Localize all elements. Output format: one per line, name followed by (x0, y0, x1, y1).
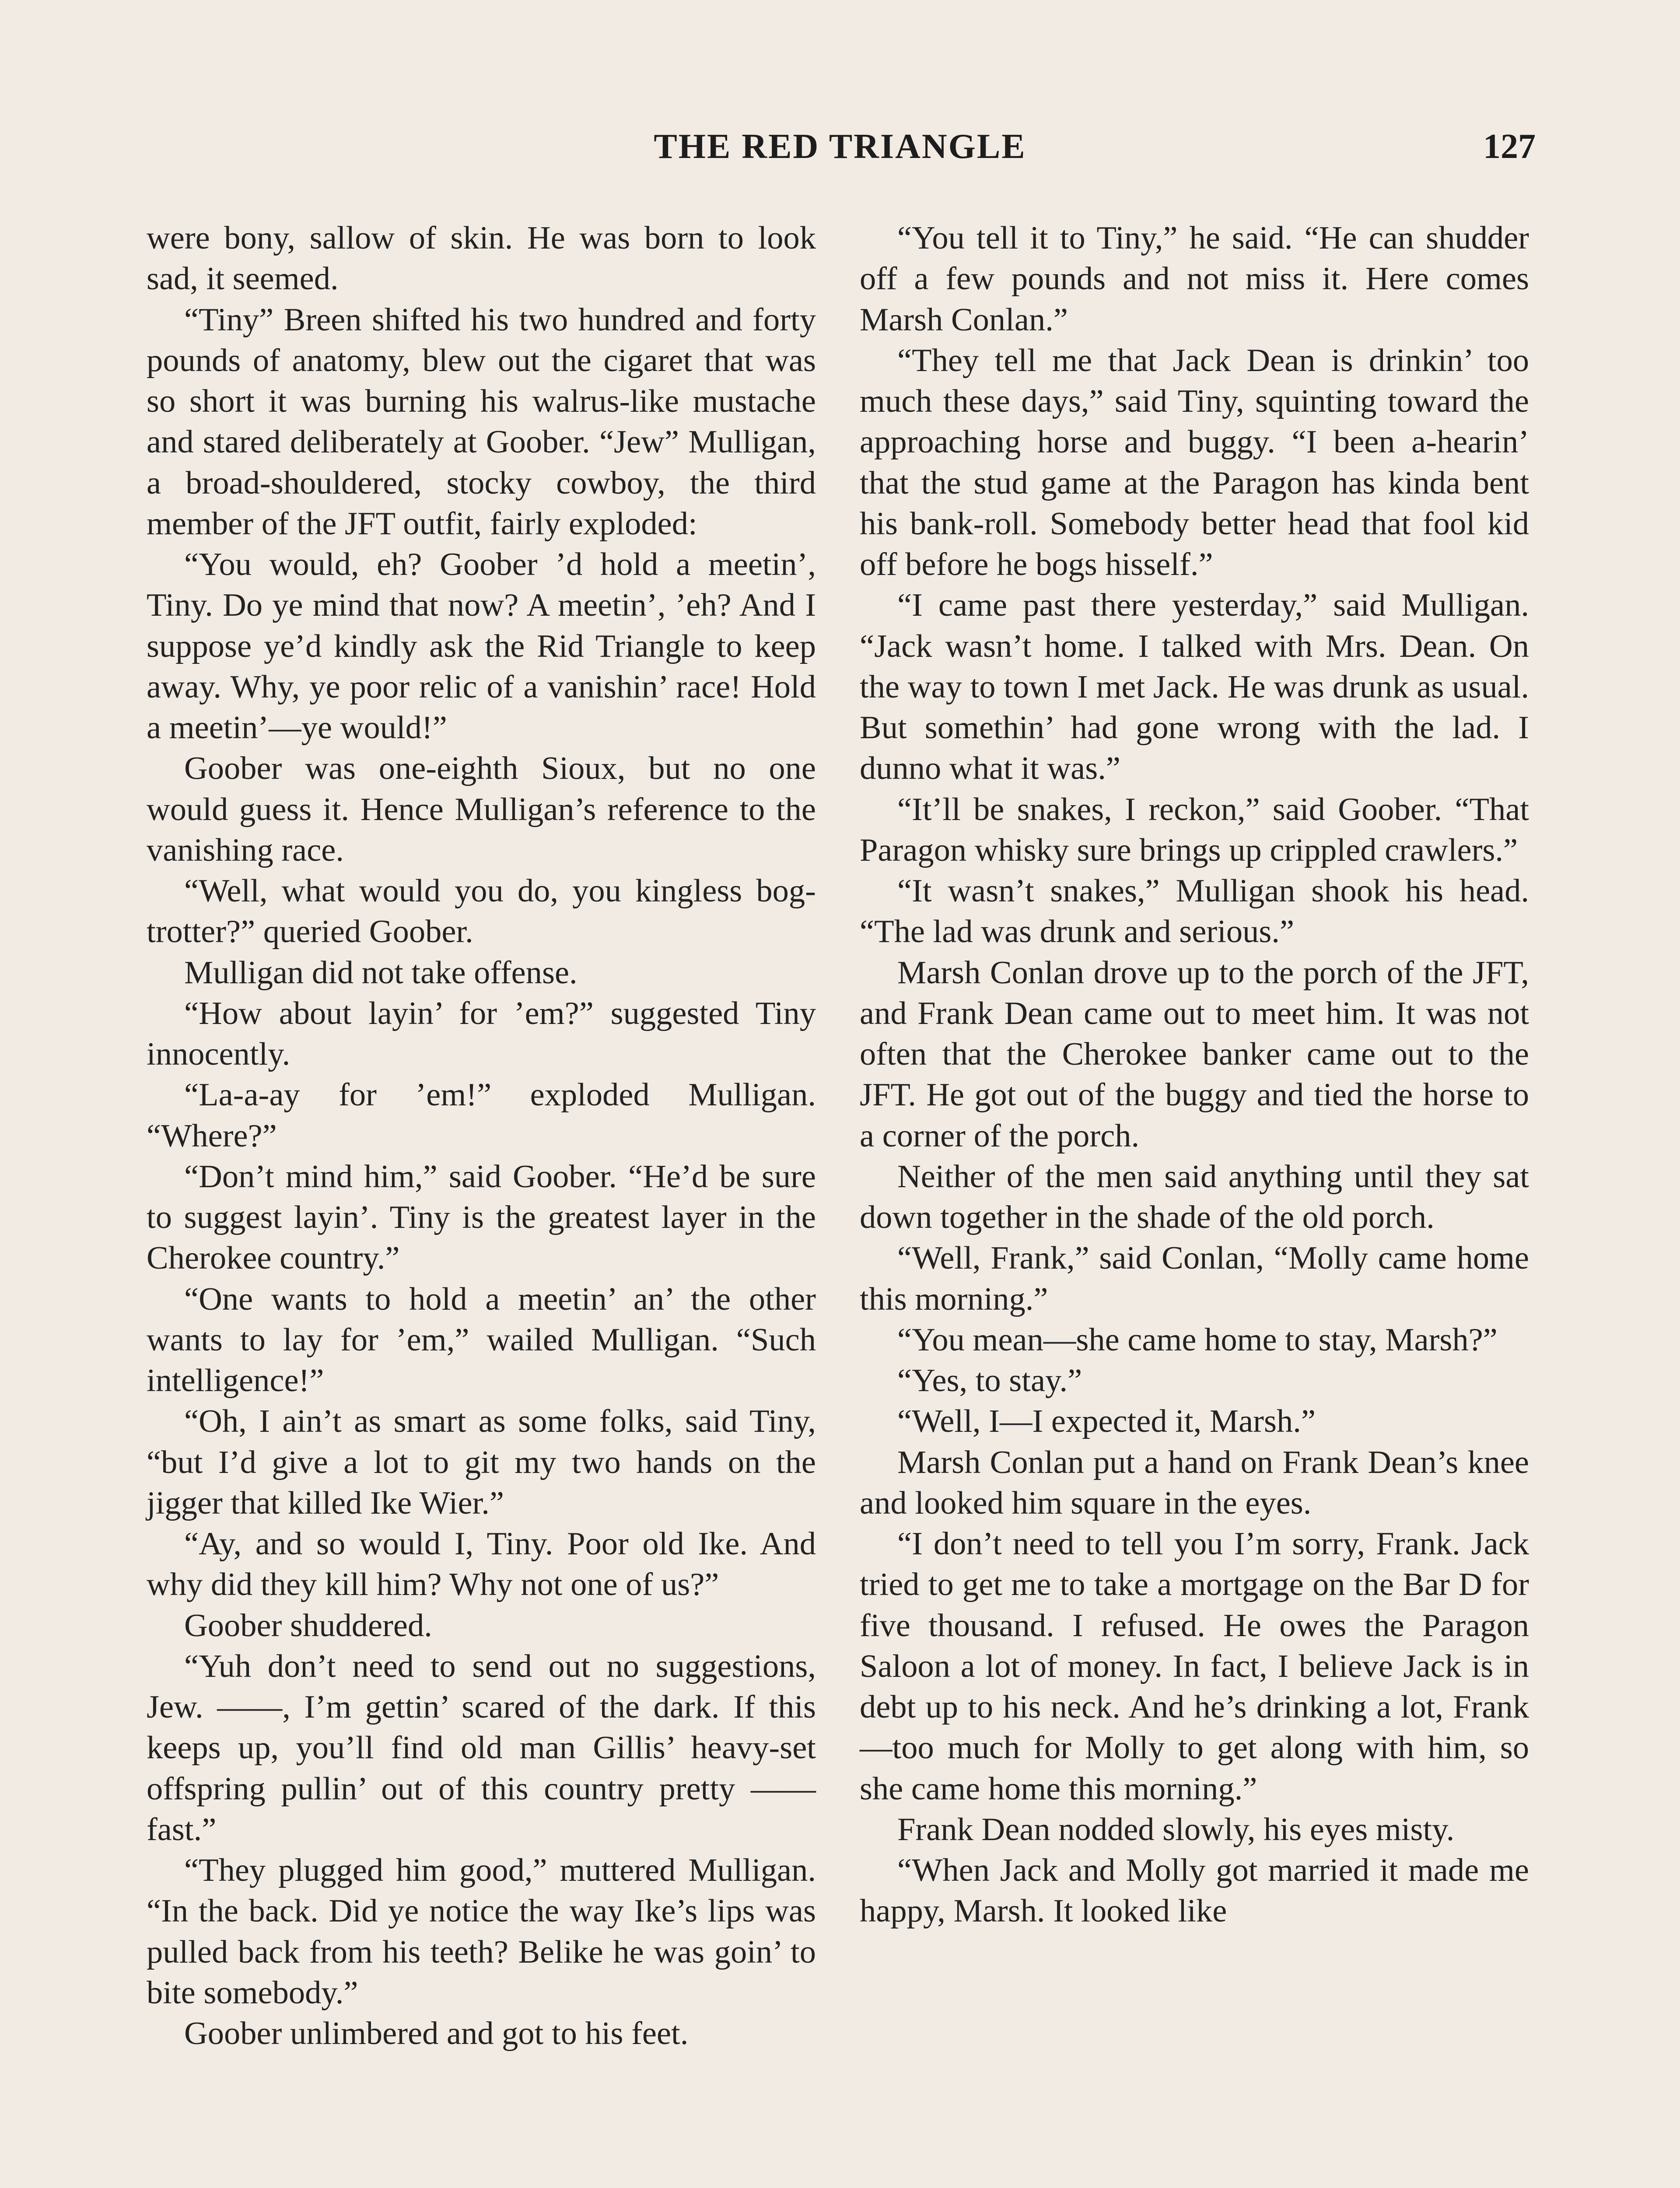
paragraph: “Yes, to stay.” (897, 1363, 1082, 1399)
paragraph: “Well, what would you do, you kingless bog-trotter?” queried Goober. (147, 873, 816, 950)
paragraph: “La-a-ay for ’em!” exploded Mulligan. “Where?” (147, 1077, 816, 1154)
paragraph: “Oh, I ain’t as smart as some folks, said Tiny, “but I’d give a lot to git my two hands on the jigger that killed Ike Wier.” (147, 1403, 816, 1521)
paragraph: “Well, I—I expected it, Marsh.” (897, 1403, 1316, 1440)
paragraph: “Yuh don’t need to send out no suggestions, Jew. ——, I’m gettin’ scared of the dark. If this keeps up, you’ll find old man Gillis’ heavy-set offspring pullin’ out of this country pretty —— fast.” (147, 1648, 816, 1848)
paragraph: “Tiny” Breen shifted his two hundred and forty pounds of anatomy, blew out the cigaret that was so short it was burning his walrus-like mustache and stared deliberately at Goober. “Jew” Mulligan, a broad-shouldered, stocky cowboy, the third member of the JFT outfit, fairly exploded: (147, 302, 816, 542)
page-number: 127 (1483, 127, 1536, 166)
paragraph: “One wants to hold a meetin’ an’ the other wants to lay for ’em,” wailed Mulligan. “Such intelligence!” (147, 1281, 816, 1399)
paragraph: “I came past there yesterday,” said Mulligan. “Jack wasn’t home. I talked with Mrs. Dean. On the way to town I met Jack. He was drunk as usual. But somethin’ had gone wrong with the lad. I dunno what it was.” (860, 587, 1529, 787)
paragraph: “You would, eh? Goober ’d hold a meetin’, Tiny. Do ye mind that now? A meetin’, ’eh? And I suppose ye’d kindly ask the Rid Triangle to keep away. Why, ye poor relic of a vanishin’ race! Hold a meetin’—ye would!” (147, 547, 816, 746)
paragraph: Marsh Conlan drove up to the porch of the JFT, and Frank Dean came out to meet him. It was not often that the Cherokee banker came out to the JFT. He got out of the buggy and tied the horse to a corner of the porch. (860, 954, 1529, 1154)
paragraph: Mulligan did not take offense. (184, 954, 578, 991)
paragraph: “Well, Frank,” said Conlan, “Molly came home this morning.” (860, 1240, 1529, 1317)
paragraph: “Don’t mind him,” said Goober. “He’d be sure to suggest layin’. Tiny is the greatest layer in the Cherokee country.” (147, 1158, 816, 1276)
right-text-column (860, 218, 1529, 1932)
paragraph: “I don’t need to tell you I’m sorry, Frank. Jack tried to get me to take a mortgage on the Bar D for five thousand. I refused. He owes the Paragon Saloon a lot of money. In fact, I believe Jack is in debt up to his neck. And he’s drinking a lot, Frank—too much for Molly to get along with him, so she came home this morning.” (860, 1526, 1529, 1807)
paragraph: Neither of the men said anything until they sat down together in the shade of the old porch. (860, 1158, 1529, 1235)
paragraph: “You tell it to Tiny,” he said. “He can shudder off a few pounds and not miss it. Here comes Marsh Conlan.” (860, 220, 1529, 338)
running-head-title: THE RED TRIANGLE (654, 127, 1026, 166)
paragraph: were bony, sallow of skin. He was born to look sad, it seemed. (147, 220, 816, 297)
left-text-column (147, 218, 816, 2054)
paragraph: “Ay, and so would I, Tiny. Poor old Ike. And why did they kill him? Why not one of us?” (147, 1526, 816, 1603)
paragraph: “It wasn’t snakes,” Mulligan shook his head. “The lad was drunk and serious.” (860, 873, 1529, 950)
paragraph: Goober was one-eighth Sioux, but no one would guess it. Hence Mulligan’s reference to the vanishing race. (147, 750, 816, 868)
paragraph: “It’ll be snakes, I reckon,” said Goober. “That Paragon whisky sure brings up crippled crawlers.” (860, 791, 1529, 868)
paragraph: “They tell me that Jack Dean is drinkin’ too much these days,” said Tiny, squinting toward the approaching horse and buggy. “I been a-hearin’ that the stud game at the Paragon has kinda bent his bank-roll. Somebody better head that fool kid off before he bogs hisself.” (860, 342, 1529, 582)
paragraph: Marsh Conlan put a hand on Frank Dean’s knee and looked him square in the eyes. (860, 1444, 1529, 1521)
paragraph: “How about layin’ for ’em?” suggested Tiny innocently. (147, 995, 816, 1072)
paragraph: Goober shuddered. (184, 1607, 432, 1644)
paragraph: “They plugged him good,” muttered Mulligan. “In the back. Did ye notice the way Ike’s lips was pulled back from his teeth? Belike he was goin’ to bite somebody.” (147, 1852, 816, 2011)
paragraph: Frank Dean nodded slowly, his eyes misty. (897, 1811, 1455, 1848)
paragraph: “When Jack and Molly got married it made me happy, Marsh. It looked like (860, 1852, 1529, 1929)
paragraph: Goober unlimbered and got to his feet. (184, 2016, 689, 2051)
paragraph: “You mean—she came home to stay, Marsh?” (897, 1322, 1498, 1358)
